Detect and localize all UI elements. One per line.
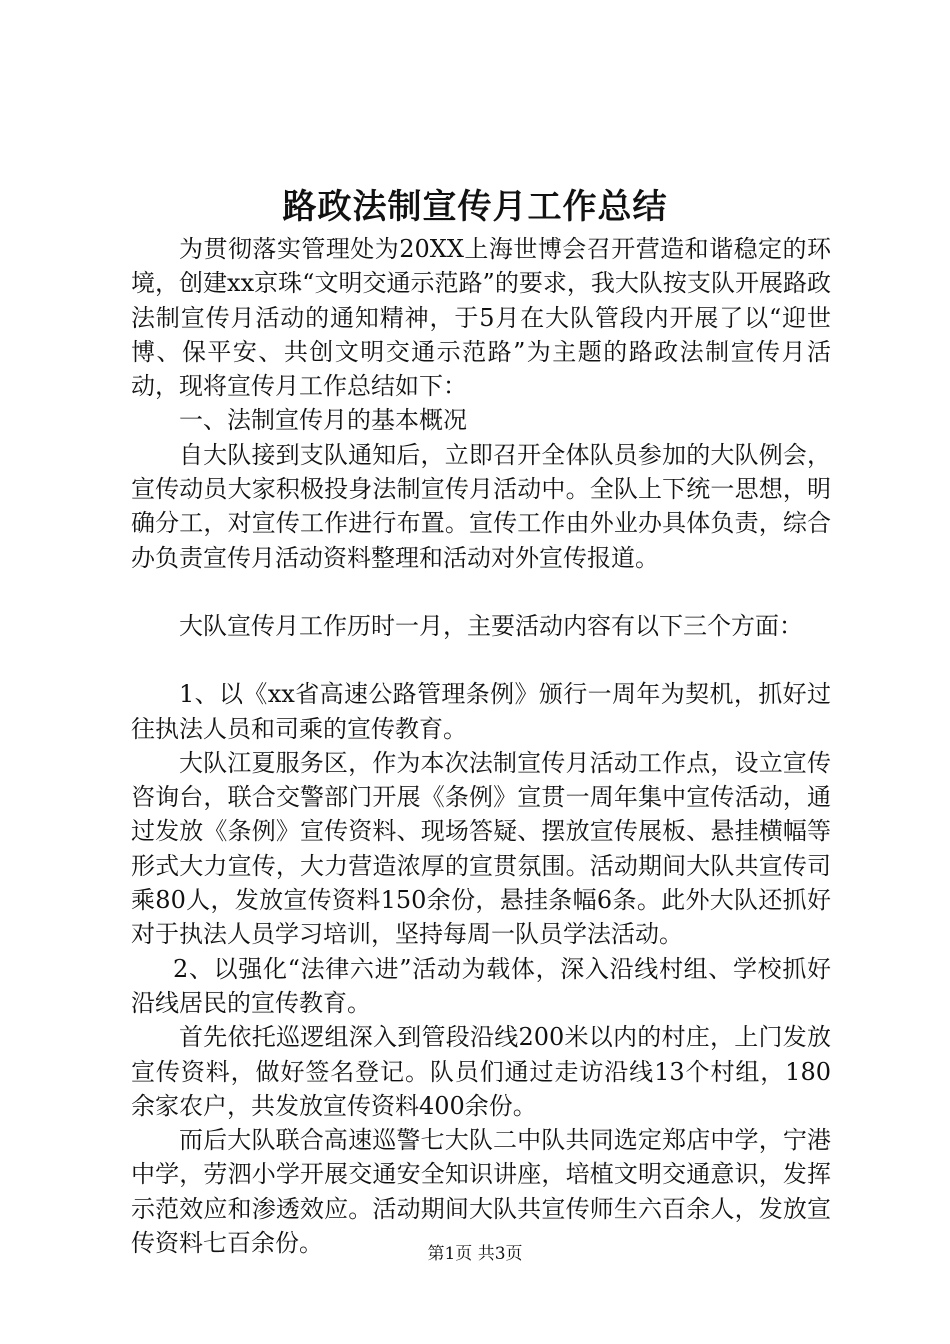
item-2-paragraph-b: 而后大队联合高速巡警七大队二中队共同选定郑店中学，宁港中学，劳泗小学开展交通安全知识讲座，培植文明交通意识，发挥示范效应和渗透效应。活动期间大队共宣传师生六百余人，发放宣传资料七百余份。: [131, 1126, 831, 1258]
blank-line: [131, 643, 831, 677]
item-1-heading: 1、以《xx省高速公路管理条例》颁行一周年为契机，抓好过往执法人员和司乘的宣传教育。: [131, 680, 831, 743]
blank-line: [131, 575, 831, 609]
document-body: [131, 232, 831, 1260]
intro-paragraph: 为贯彻落实管理处为20XX上海世博会召开营造和谐稳定的环境，创建xx京珠“文明交通示范路”的要求，我大队按支队开展路政法制宣传月活动的通知精神，于5月在大队管段内开展了以“迎世博、保平安、共创文明交通示范路”为主题的路政法制宣传月活动，现将宣传月工作总结如下：: [131, 235, 831, 401]
section-heading-1: 一、法制宣传月的基本概况: [179, 406, 467, 435]
overview-paragraph: 自大队接到支队通知后，立即召开全体队员参加的大队例会，宣传动员大家积极投身法制宣传月活动中。全队上下统一思想，明确分工，对宣传工作进行布置。宣传工作由外业办具体负责，综合办负责宣传月活动资料整理和活动对外宣传报道。: [131, 440, 831, 572]
item-2-paragraph-a: 首先依托巡逻组深入到管段沿线200米以内的村庄，上门发放宣传资料，做好签名登记。队员们通过走访沿线13个村组，180余家农户，共发放宣传资料400余份。: [131, 1023, 831, 1120]
activities-intro-paragraph: 大队宣传月工作历时一月，主要活动内容有以下三个方面：: [179, 611, 803, 640]
item-1-paragraph: 大队江夏服务区，作为本次法制宣传月活动工作点，设立宣传咨询台，联合交警部门开展《条例》宣贯一周年集中宣传活动，通过发放《条例》宣传资料、现场答疑、摆放宣传展板、悬挂横幅等形式大力宣传，大力营造浓厚的宣贯氛围。活动期间大队共宣传司乘80人，发放宣传资料150余份，悬挂条幅6条。此外大队还抓好对于执法人员学习培训，坚持每周一队员学法活动。: [131, 748, 831, 949]
item-2-heading: 2、以强化“法律六进”活动为载体，深入沿线村组、学校抓好沿线居民的宣传教育。: [131, 954, 831, 1017]
page-footer: 第1页 共3页: [427, 1244, 523, 1264]
document-title: 路政法制宣传月工作总结: [282, 187, 668, 227]
